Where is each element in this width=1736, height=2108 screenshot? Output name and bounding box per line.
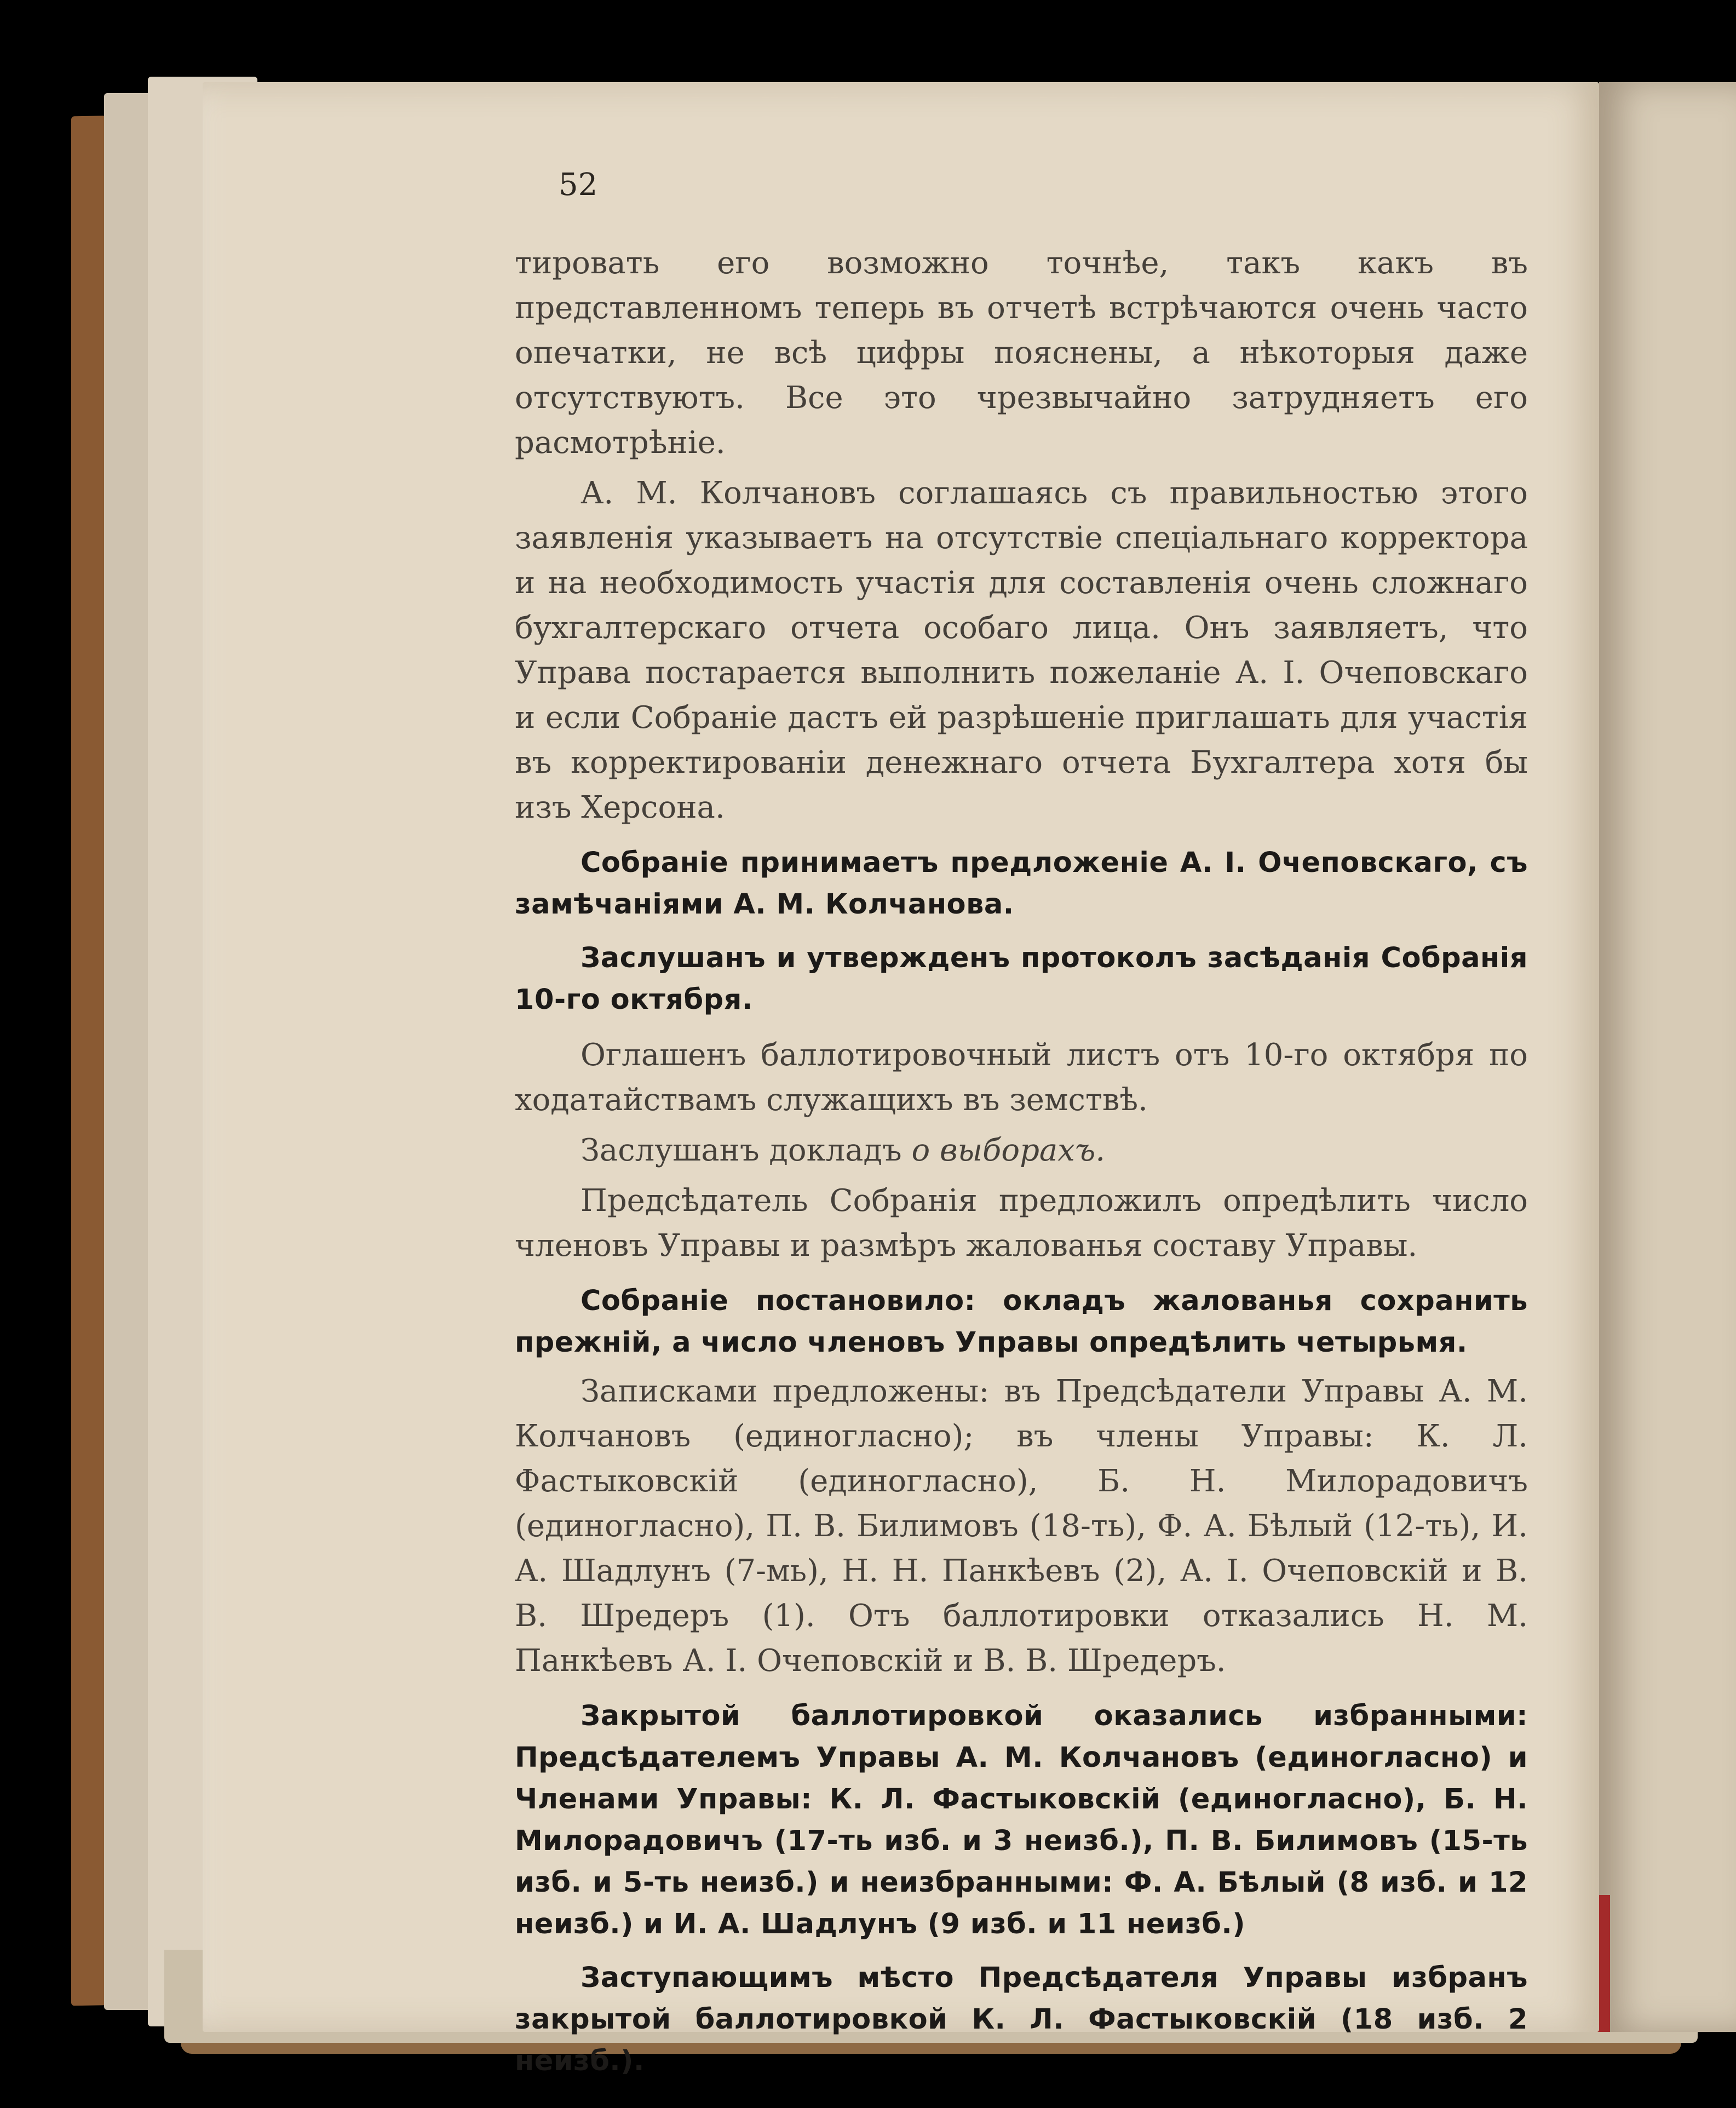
facing-page <box>1599 82 1736 2032</box>
page-text-block <box>515 241 1528 2082</box>
resolution-protocol-approved: Заслушанъ и утвержденъ протоколъ засѣданія Собранія 10-го октября. <box>515 942 1528 1016</box>
paragraph-chairman-proposal: Предсѣдатель Собранія предложилъ опредѣлить число членовъ Управы и размѣръ жалованья составу Управы. <box>515 1183 1528 1263</box>
resolution-elected: Закрытой баллотировкой оказались избранными: Предсѣдателемъ Управы А. М. Колчановъ (единогласно) и Членами Управы: К. Л. Фастыковскій (единогласно), Б. Н. Милорадовичъ (17-ть изб. и 3 неизб.), П. В. Билимовъ (15-ть изб. и 5-ть неизб.) и неизбранными: Ф. А. Бѣлый (8 изб. и 12 неизб.) и И. А. Шадлунъ (9 изб. и 11 неизб.) <box>515 1700 1528 1940</box>
paragraph-kolchanov-reply: А. М. Колчановъ соглашаясь съ правильностью этого заявленія указываетъ на отсутствіе спеціальнаго корректора и на необходимость участія для составленія очень сложнаго бухгалтерскаго отчета особаго лица. Онъ заявляетъ, что Управа постарается выполнить пожеланіе А. І. Очеповскаго и если Собраніе дастъ ей разрѣшеніе приглашать для участія въ корректированіи денежнаго отчета Бухгалтера хотя бы изъ Херсона. <box>515 475 1528 825</box>
page-number: 52 <box>559 167 598 203</box>
paragraph-nominations: Записками предложены: въ Предсѣдатели Управы А. М. Колчановъ (единогласно); въ члены Управы: К. Л. Фастыковскій (единогласно), Б. Н. Милорадовичъ (единогласно), П. В. Билимовъ (18-ть), Ф. А. Бѣлый (12-ть), И. А. Шадлунъ (7-мь), Н. Н. Панкѣевъ (2), А. І. Очеповскій и В. В. Шредеръ (1). Отъ баллотировки отказались Н. М. Панкѣевъ А. І. Очеповскій и В. В. Шредеръ. <box>515 1374 1528 1679</box>
resolution-accepts-proposal: Собраніе принимаетъ предложеніе А. І. Очеповскаго, съ замѣчаніями А. М. Колчанова. <box>515 847 1528 921</box>
paragraph-ballot-sheet: Оглашенъ баллотировочный листъ отъ 10-го октября по ходатайствамъ служащихъ въ земствѣ. <box>515 1037 1528 1118</box>
elections-report-title: о выборахъ. <box>911 1133 1106 1168</box>
resolution-deputy-chairman: Заступающимъ мѣсто Предсѣдателя Управы избранъ закрытой баллотировкой К. Л. Фастыковскій (18 изб. 2 неизб.). <box>515 1962 1528 2077</box>
paragraph-elections-report <box>515 1128 1528 1173</box>
elections-report-prefix: Заслушанъ докладъ <box>580 1133 902 1168</box>
resolution-salary: Собраніе постановило: окладъ жалованья сохранить прежній, а число членовъ Управы опредѣлить четырьмя. <box>515 1285 1528 1359</box>
paragraph-continuation: тировать его возможно точнѣе, такъ какъ въ представленномъ теперь въ отчетѣ встрѣчаются очень часто опечатки, не всѣ цифры пояснены, а нѣкоторыя даже отсутствуютъ. Все это чрезвычайно затрудняетъ его расмотрѣніе. <box>515 245 1528 461</box>
